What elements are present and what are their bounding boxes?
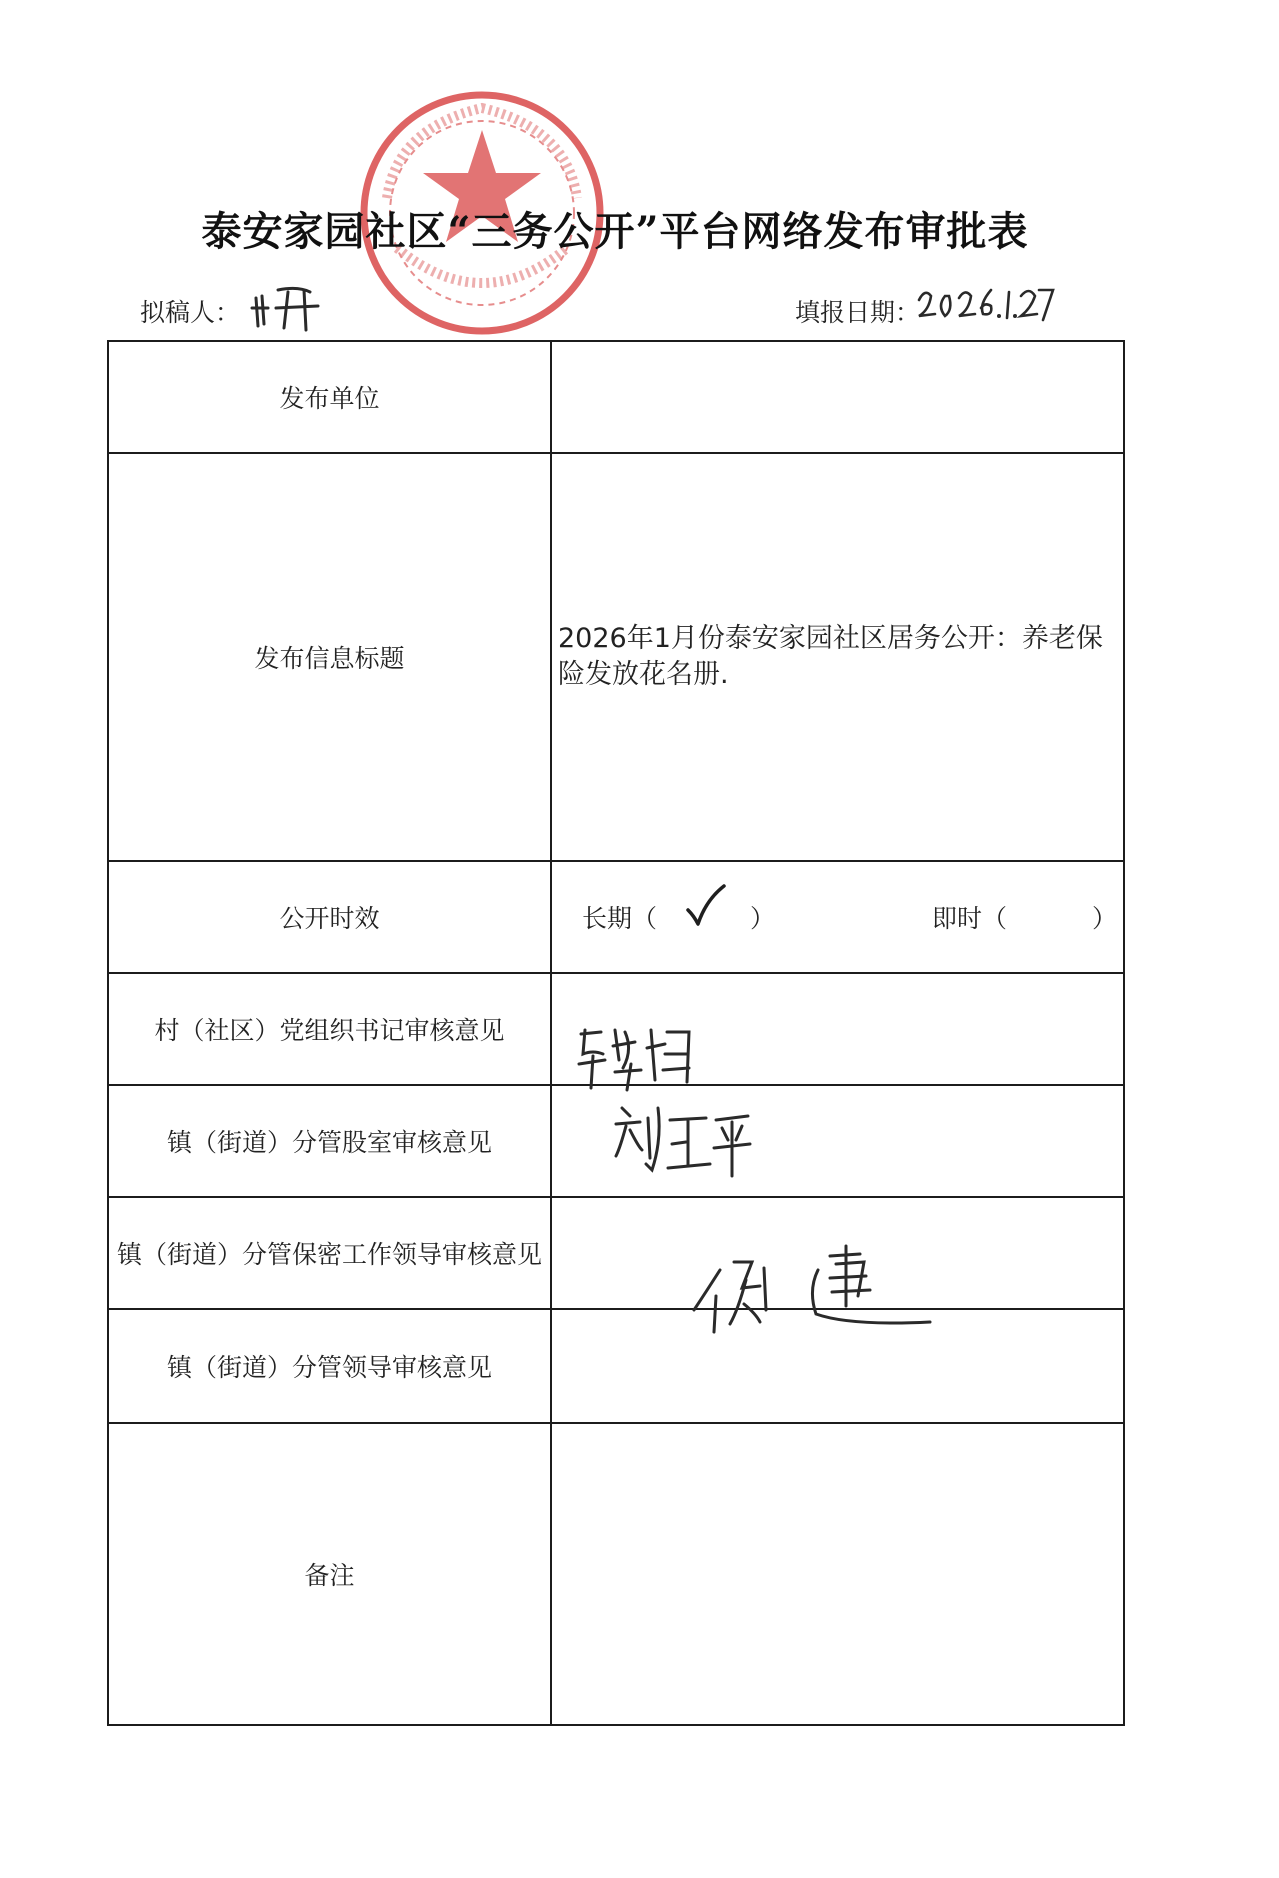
- info-title-cell: [551, 453, 1124, 861]
- publish-period-cell: [551, 861, 1124, 973]
- remarks-value: [551, 1423, 1124, 1725]
- table-row: [108, 341, 1124, 453]
- drafter-signature: [248, 278, 328, 333]
- fill-date-label: 填报日期：: [795, 298, 921, 327]
- table-row: [108, 1197, 1124, 1309]
- table-row: [108, 861, 1124, 973]
- info-title-label: 发布信息标题: [108, 453, 551, 861]
- fill-date-handwriting: [915, 276, 1055, 326]
- publish-unit-value: [551, 341, 1124, 453]
- check-mark-icon: [684, 882, 728, 930]
- drafter-label: 拟稿人：: [140, 298, 241, 327]
- section-office-signature: [612, 1100, 752, 1180]
- party-secretary-review-label: 村（社区）党组织书记审核意见: [108, 973, 551, 1085]
- document-title: 泰安家园社区“三务公开”平台网络发布审批表: [201, 208, 1029, 255]
- leader-review-label: 镇（街道）分管领导审核意见: [108, 1309, 551, 1423]
- table-row: [108, 453, 1124, 861]
- table-row: [108, 1309, 1124, 1423]
- secrecy-leader-signature: [690, 1240, 935, 1340]
- table-row: [108, 1423, 1124, 1725]
- secrecy-leader-review-label: 镇（街道）分管保密工作领导审核意见: [108, 1197, 551, 1309]
- section-office-review-label: 镇（街道）分管股室审核意见: [108, 1085, 551, 1197]
- remarks-label: 备注: [108, 1423, 551, 1725]
- publish-unit-label: 发布单位: [108, 341, 551, 453]
- info-title-value: 2026年1月份泰安家园社区居务公开：养老保险发放花名册.: [558, 623, 1103, 690]
- immediate-option-label: 即时（: [932, 904, 1008, 933]
- publish-period-label: 公开时效: [108, 861, 551, 973]
- party-secretary-signature: [575, 1020, 695, 1095]
- long-term-option-close: ）: [750, 904, 776, 933]
- immediate-option-close: ）: [1092, 904, 1118, 933]
- long-term-option-label: 长期（: [582, 904, 658, 933]
